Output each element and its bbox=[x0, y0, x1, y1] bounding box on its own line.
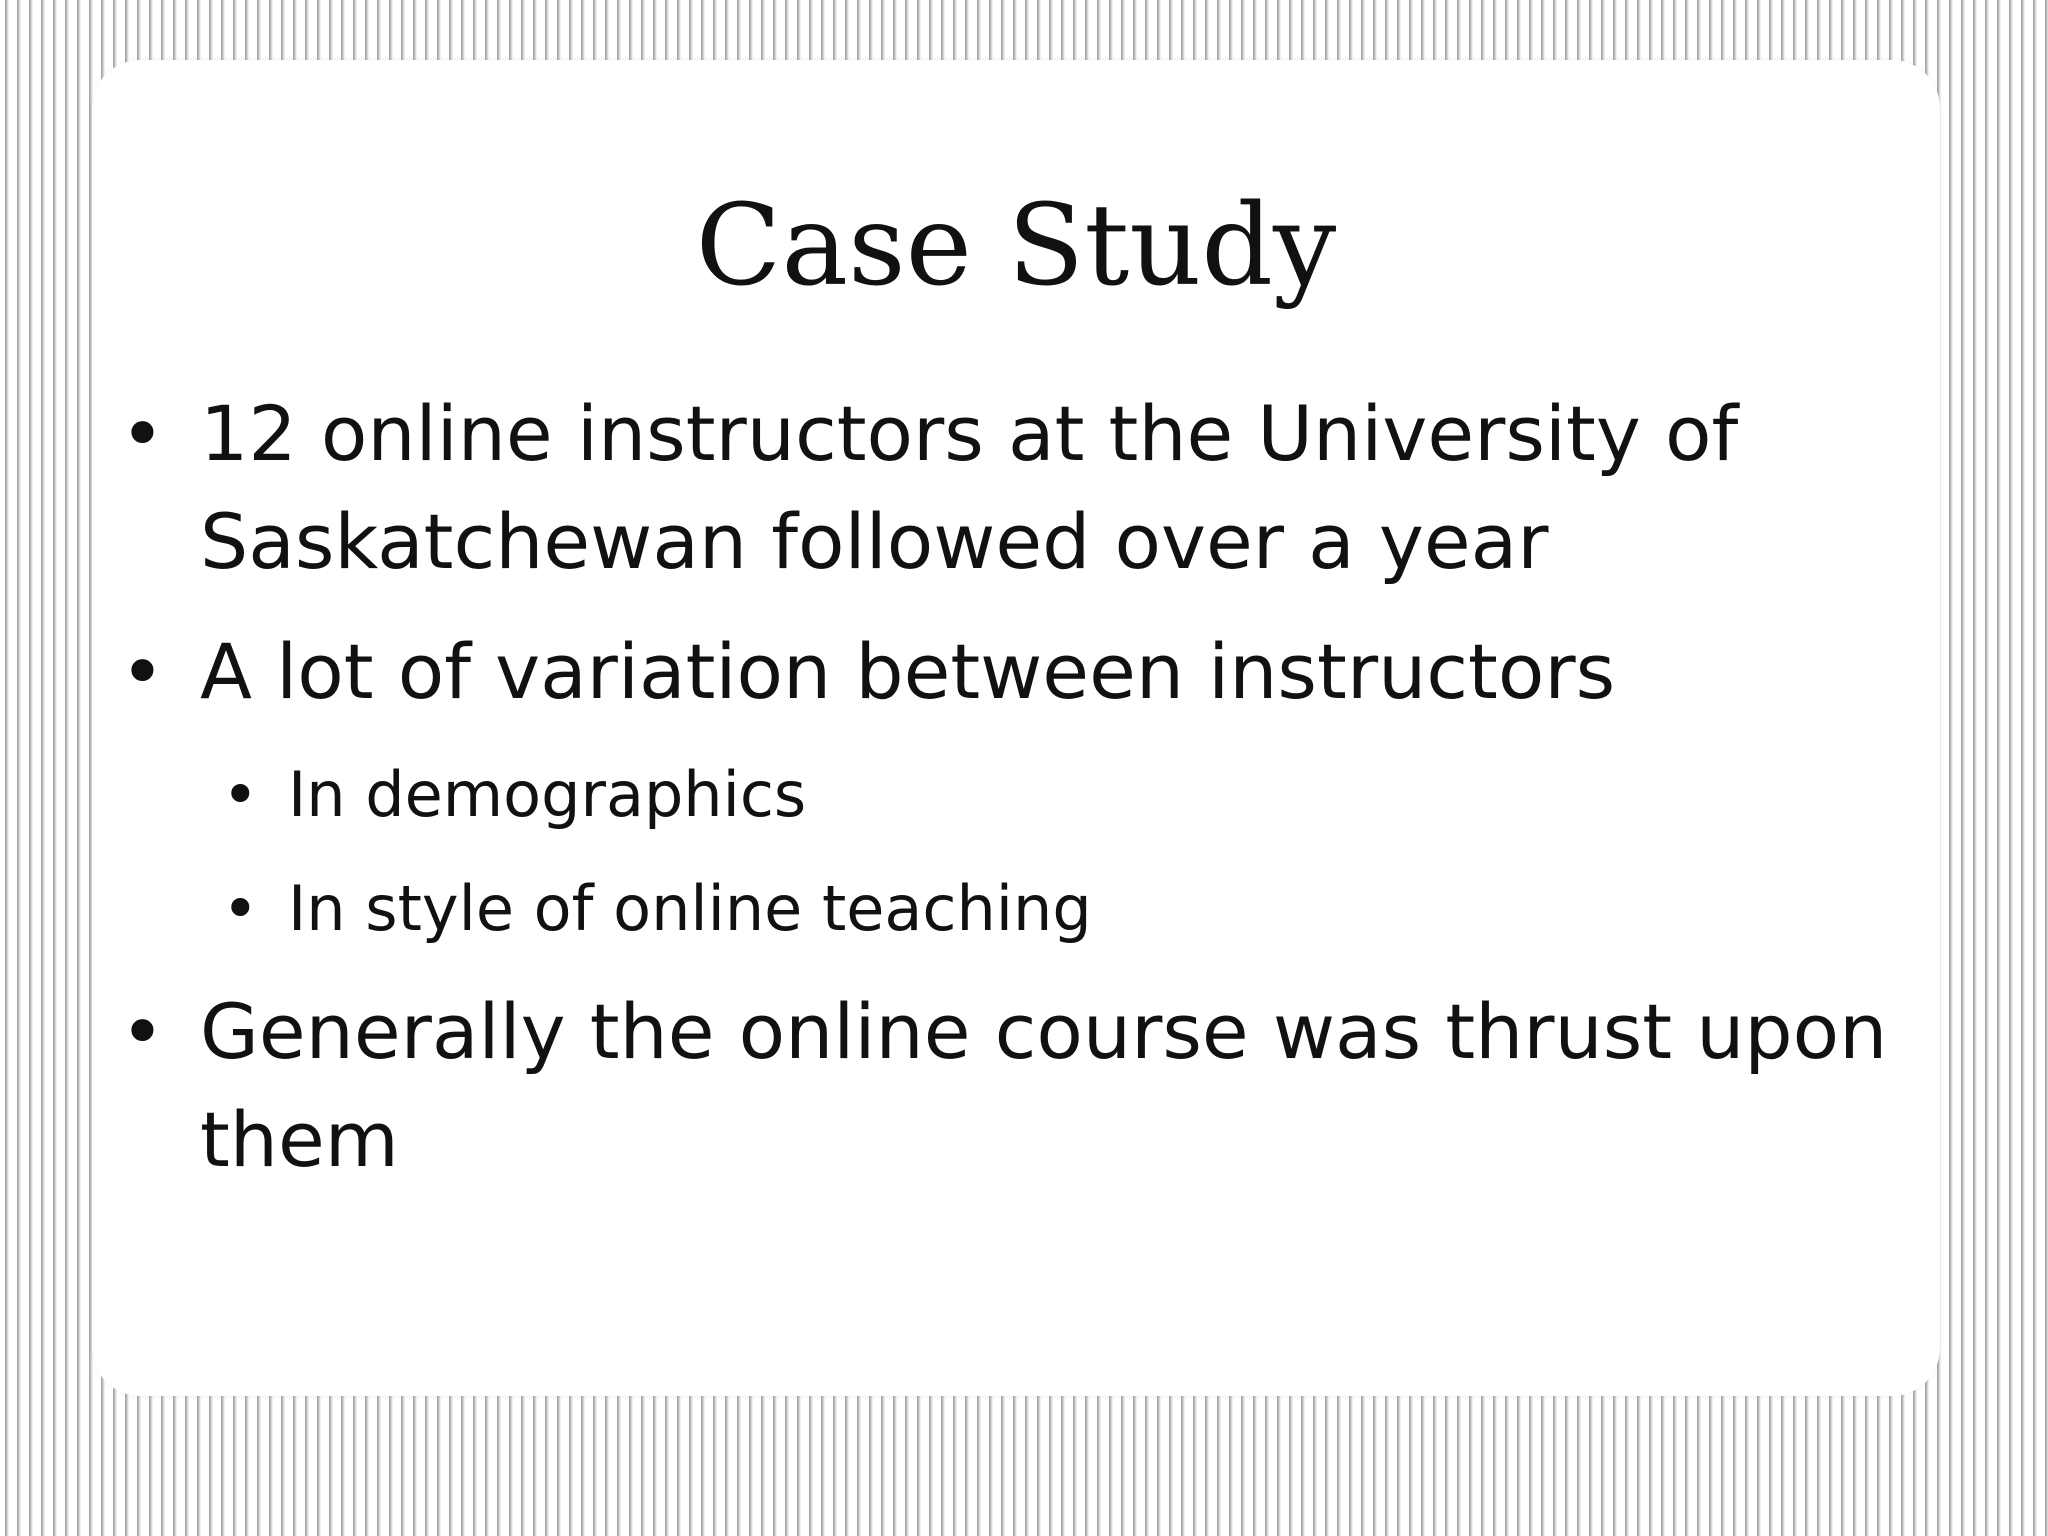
slide-title: Case Study bbox=[695, 181, 1337, 311]
bullet-item bbox=[120, 978, 1910, 1194]
sub-bullet-text: In demographics bbox=[288, 758, 807, 831]
sub-bullet-item bbox=[222, 866, 1722, 952]
bullet-text: 12 online instructors at the University of Saskatchewan followed over a year bbox=[200, 389, 1739, 586]
bullet-text: Generally the online course was thrust upon them bbox=[200, 987, 1888, 1184]
bullet-dot-icon: • bbox=[222, 758, 259, 831]
bullet-dot-icon: • bbox=[222, 872, 259, 945]
bullet-dot-icon: • bbox=[120, 389, 165, 478]
sub-bullet-text: In style of online teaching bbox=[288, 872, 1092, 945]
bullet-text: A lot of variation between instructors bbox=[200, 627, 1616, 716]
sub-bullet-item bbox=[222, 752, 1722, 838]
bullet-item bbox=[120, 380, 1910, 596]
bullet-dot-icon: • bbox=[120, 987, 165, 1076]
bullet-item bbox=[120, 618, 1910, 726]
bullet-dot-icon: • bbox=[120, 627, 165, 716]
